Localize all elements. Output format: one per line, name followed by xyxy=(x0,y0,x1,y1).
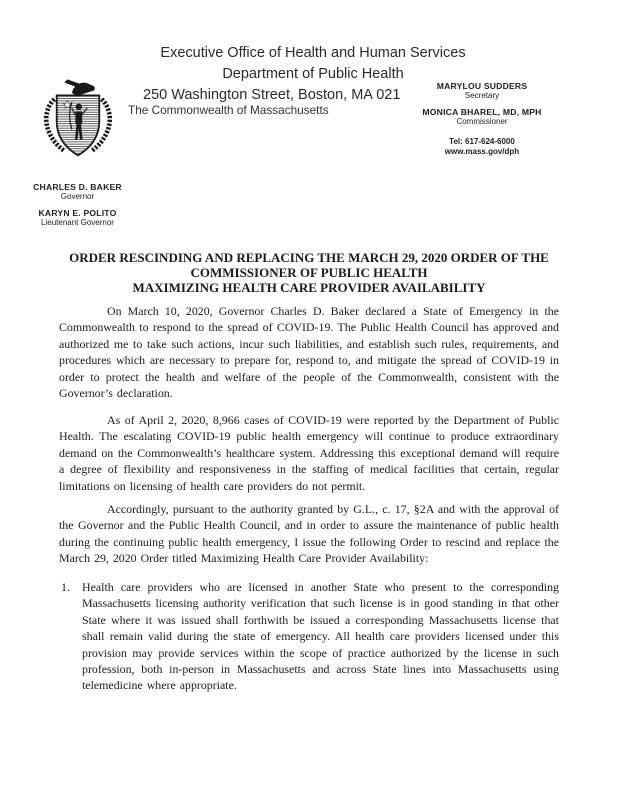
department-address: 250 Washington Street, Boston, MA 021 xyxy=(143,87,401,103)
paragraph-case-counts: As of April 2, 2020, 8,966 cases of COVID-19 were reported by the Department of Public Health. The escalating COVID-19 public health emergency will continue to produce extraordinary demand on the Commonwealth’s healthcare system. Addressing this exceptional demand will require a degree of flexibility and responsiveness in the staffing of medical facilities that certain, regular limitations on licensing of health care providers do not permit. xyxy=(59,413,559,493)
paragraph-authority: Accordingly, pursuant to the authority granted by G.L., c. 17, §2A and with the approval of the Governor and the Public Health Council, and in order to assure the maintenance of public health during the continuing public health emergency, I issue the following Order to rescind and replace the March 29, 2020 Order titled Maximizing Health Care Provider Availability: xyxy=(59,502,559,566)
list-item-number: 1. xyxy=(61,580,70,594)
agency-name: Executive Office of Health and Human Services xyxy=(160,45,466,61)
left-officials-block xyxy=(20,182,135,234)
department-name: Department of Public Health xyxy=(222,66,404,82)
commissioner-name: MONICA BHAREL, MD, MPH xyxy=(422,107,542,117)
commonwealth-label: The Commonwealth of Massachusetts xyxy=(128,103,329,117)
list-item-text: Health care providers who are licensed in another State who present to the corresponding Massachusetts licensing authority verification that such license is in good standing in that other State where it was issued shall forthwith be issued a corresponding Massachusetts license that shall remain valid during the state of emergency. All health care providers licensed under this provision may provide services within the scope of practice authorized by the license in such profession, both in-person in Massachusetts and across State lines into Massachusetts using telemedicine where appropriate. xyxy=(82,580,559,693)
lt-governor-name: KARYN E. POLITO xyxy=(38,208,117,218)
website-url: www.mass.gov/dph xyxy=(444,147,520,156)
right-officials-block xyxy=(412,81,552,157)
contact-block xyxy=(412,137,552,157)
phone-number: Tel: 617-624-6000 xyxy=(449,137,515,146)
governor-name: CHARLES D. BAKER xyxy=(33,182,122,192)
order-title-line1: ORDER RESCINDING AND REPLACING THE MARCH 29, 2020 ORDER OF THE xyxy=(69,250,549,265)
order-title-line2: COMMISSIONER OF PUBLIC HEALTH xyxy=(190,264,428,280)
order-list-item-1 xyxy=(59,579,559,694)
massachusetts-state-seal-icon xyxy=(40,74,116,176)
commissioner-title: Commissioner xyxy=(456,117,508,126)
paragraph-state-of-emergency: On March 10, 2020, Governor Charles D. Baker declared a State of Emergency in the Commonwealth to respond to the spread of COVID-19. The Public Health Council has approved and authorized me to take such actions, incur such liabilities, and establish such rules, requirements, and procedures which are necessary to prepare for, respond to, and mitigate the spread of COVID-19 in order to protect the health and welfare of the people of the Commonwealth, consistent with the Governor’s declaration. xyxy=(59,304,559,401)
secretary-title: Secretary xyxy=(464,91,500,100)
lt-governor-title: Lieutenant Governor xyxy=(41,218,114,227)
order-title-line3: MAXIMIZING HEALTH CARE PROVIDER AVAILABILITY xyxy=(132,279,486,295)
secretary-name: MARYLOU SUDDERS xyxy=(436,81,528,91)
order-title xyxy=(59,251,559,295)
governor-title: Governor xyxy=(60,192,95,201)
